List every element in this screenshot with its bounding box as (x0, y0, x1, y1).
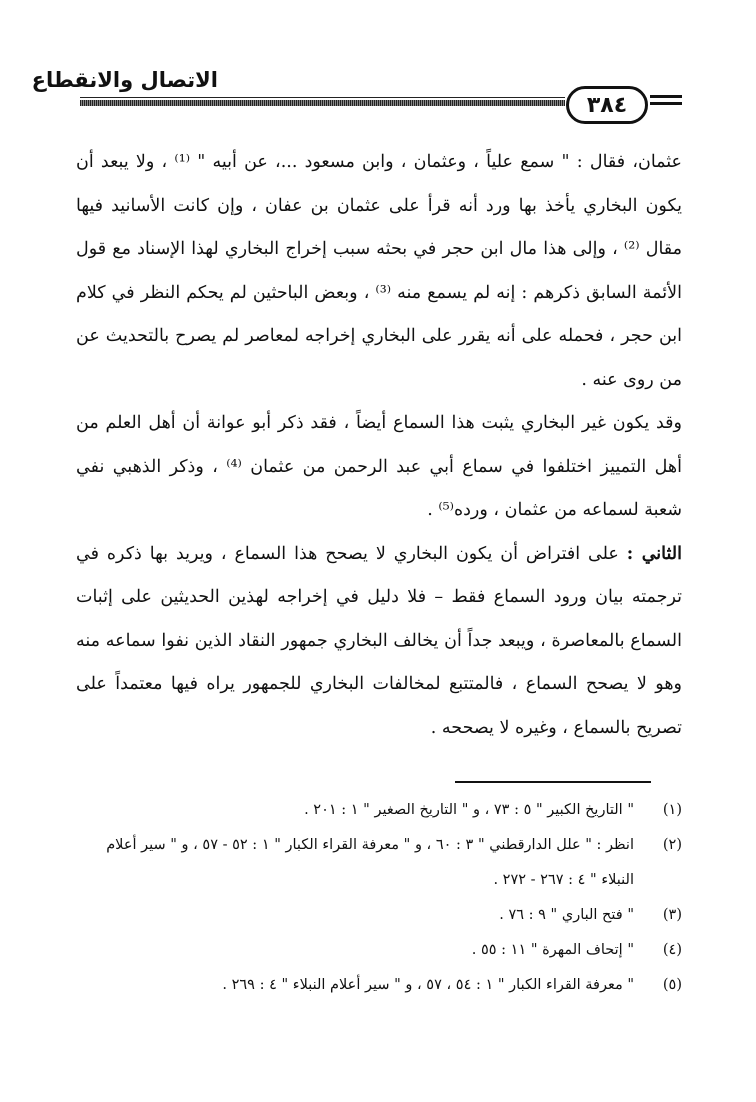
footnote-number: (١) (662, 802, 682, 818)
footnote-item (80, 968, 682, 1003)
header-ornament (650, 95, 682, 113)
paragraph-1: عثمان، فقال : " سمع علياً ، وعثمان ، وابن مسعود ...، عن أبيه " ⁽¹⁾ ، ولا يبعد أن يكون البخاري يأخذ بها ورد أنه قرأ على عثمان بن عفان ، وإن كانت الأسانيد فيها مقال ⁽²⁾ ، وإلى هذا مال ابن حجر في بحثه سبب إخراج البخاري لهذا الإسناد مع قول الأئمة السابق ذكرهم : إنه لم يسمع منه ⁽³⁾ ، وبعض الباحثين لم يحكم النظر في كلام ابن حجر ، فحمله على أنه يقرر على البخاري إخراجه لمعاصر لم يصرح بالتحديث عن من روى عنه . (76, 152, 683, 390)
footnote-item (80, 933, 682, 968)
main-text (76, 141, 682, 750)
page-number-badge (566, 86, 648, 124)
footnote-number: (٥) (662, 977, 682, 993)
footnote-number: (٤) (662, 942, 682, 958)
footnotes (80, 793, 682, 1003)
footnote-text: " فتح الباري " ٩ : ٧٦ . (499, 907, 634, 923)
header-rule-thin (80, 97, 565, 98)
footnote-item (80, 828, 682, 898)
paragraph-3 (76, 533, 682, 751)
footnote-text: " التاريخ الكبير " ٥ : ٧٣ ، و " التاريخ الصغير " ١ : ٢٠١ . (304, 802, 634, 818)
footnote-text: انظر : " علل الدارقطني " ٣ : ٦٠ ، و " معرفة القراء الكبار " ١ : ٥٢ - ٥٧ ، و " سير أعلام النبلاء " ٤ : ٢٦٧ - ٢٧٢ . (106, 837, 634, 888)
header-rule-bar (80, 100, 565, 106)
footnote-item (80, 898, 682, 933)
page-number: ٣٨٤ (586, 92, 628, 118)
paragraph-2: وقد يكون غير البخاري يثبت هذا السماع أيضاً ، فقد ذكر أبو عوانة أن أهل العلم من أهل التمييز اختلفوا في سماع أبي عبد الرحمن من عثمان ⁽⁴⁾ ، وذكر الذهبي نفي شعبة لسماعه من عثمان ، ورده⁽⁵⁾ . (76, 413, 682, 520)
running-header-title: الاتصال والانقطاع (31, 68, 218, 92)
footnote-text: " معرفة القراء الكبار " ١ : ٥٤ ، ٥٧ ، و " سير أعلام النبلاء " ٤ : ٢٦٩ . (222, 977, 634, 993)
paragraph-3-lead: الثاني : (626, 543, 682, 564)
footnote-number: (٣) (662, 907, 682, 923)
footnote-number: (٢) (662, 837, 682, 853)
footnote-separator (455, 781, 651, 783)
paragraph-3-text: على افتراض أن يكون البخاري لا يصحح هذا السماع ، ويريد بها ذكره في ترجمته بيان ورود السماع فقط – فلا دليل في إخراجه لهذين الحديثين على إثبات السماع بالمعاصرة ، ويبعد جداً أن يخالف البخاري جمهور النقاد الذين نفوا سماعه منه وهو لا يصحح السماع ، فالمتتبع لمخالفات البخاري للجمهور يراه فيها معتمداً على تصريح بالسماع ، وغيره لا يصححه . (76, 543, 682, 738)
footnote-text: " إتحاف المهرة " ١١ : ٥٥ . (471, 942, 634, 958)
footnote-item (80, 793, 682, 828)
